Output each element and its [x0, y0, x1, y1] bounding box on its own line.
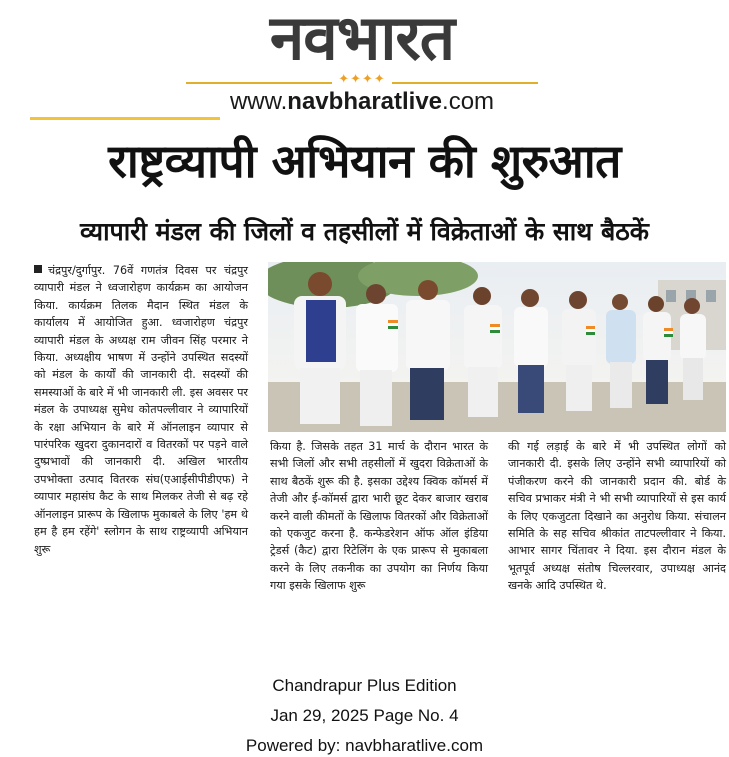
article-photo: [268, 262, 726, 432]
newspaper-logo: नवभारत: [269, 1, 455, 74]
article-subheadline: व्यापारी मंडल की जिलों व तहसीलों में विक्रेताओं के साथ बैठकें: [80, 217, 649, 246]
bullet-icon: [34, 265, 42, 273]
column-1-text: चंद्रपुर/दुर्गापुर. 76वें गणतंत्र दिवस पर चंद्रपुर व्यापारी मंडल ने ध्वजारोहण कार्यक्रम का आयोजन किया. कार्यक्रम तिलक मैदान स्थित मंडल के कार्यालय में आयोजित हुआ. ध्वजारोहण चंद्रपुर व्यापारी मंडल के अध्यक्ष राम जीवन सिंह परमार ने किया. अध्यक्षीय भाषण में उन्होंने उपस्थित सदस्यों को मंडल के कार्यों की जानकारी दी. सदस्यों की समस्याओं के बारे में भी जानकारी ली. इस अवसर पर मंडल के उपाध्यक्ष सुमेध कोतपल्लीवार ने व्यापारियों के रक्षा अभियान के बारे में ऑनलाइन व्यापार से पारंपरिक खुदरा दुकानदारों व वितरकों पर पड़ने वाले दुष्प्रभावों की जानकारी दी. अखिल भारतीय उपभोक्ता उत्पाद वितरक संघ(एआईसीपीडीएफ) ने व्यापार महासंघ कैट के साथ मिलकर तेजी से बढ़ रहे ऑनलाइन प्रारूप के खिलाफ मुकाबले के लिए 'हम थे हम है हम रहेंगे' स्लोगन के साथ राष्ट्रव्यापी अभियान शुरू: [34, 264, 248, 556]
site-url[interactable]: www.navbharatlive.com: [229, 88, 495, 115]
group-photo-image: [268, 262, 726, 432]
article-column-2: किया है. जिसके तहत 31 मार्च के दौरान भारत के सभी जिलों और सभी तहसीलों में खुदरा विक्रेताओं के साथ बैठकें शुरू की है. इसका उद्देश्य क्विक कॉमर्स में तेजी और ई-कॉमर्स द्वारा भारी छूट देकर बाजार खराब करने वाली कीमतों के खिलाफ वितरकों और विक्रेताओं को एकजुट करना है. कन्फेडरेशन ऑफ ऑल इंडिया ट्रेडर्स (कैट) द्वारा रिटेलिंग के एक प्रारूप से मुकाबला करने के लिए तकनीक का उपयोग का निर्णय किया गया इसके खिलाफ शुरू: [270, 440, 488, 593]
edition-label: Chandrapur Plus Edition: [272, 676, 457, 695]
powered-by-link[interactable]: Powered by: navbharatlive.com: [245, 736, 484, 755]
article-headline: राष्ट्रव्यापी अभियान की शुरुआत: [108, 134, 621, 188]
date-page-label: Jan 29, 2025 Page No. 4: [270, 706, 459, 725]
article-column-3: की गई लड़ाई के बारे में भी उपस्थित लोगों को जानकारी दी. इसके लिए उन्होंने सभी व्यापारियों को पंजीकरण करने की जानकारी प्रदान की. बोर्ड के सचिव प्रभाकर मंत्री ने भी सभी व्यापारियों से इस कार्य के लिए एकजुटता दिखाने का अनुरोध किया. संचालन समिति के सह सचिव श्रीकांत ताटपल्लीवार ने किया. आभार सागर चिंतावर ने दिया. इस दौरान मंडल के भूतपूर्व अध्यक्ष संतोष चिल्लरवार, उपाध्यक्ष आनंद खनके आदि उपस्थित थे.: [508, 440, 726, 593]
masthead: [186, 2, 538, 120]
gold-accent-bar: [30, 117, 220, 120]
star-ornament-icon: ✦✦✦✦: [338, 72, 386, 87]
article-column-1: [34, 262, 248, 558]
